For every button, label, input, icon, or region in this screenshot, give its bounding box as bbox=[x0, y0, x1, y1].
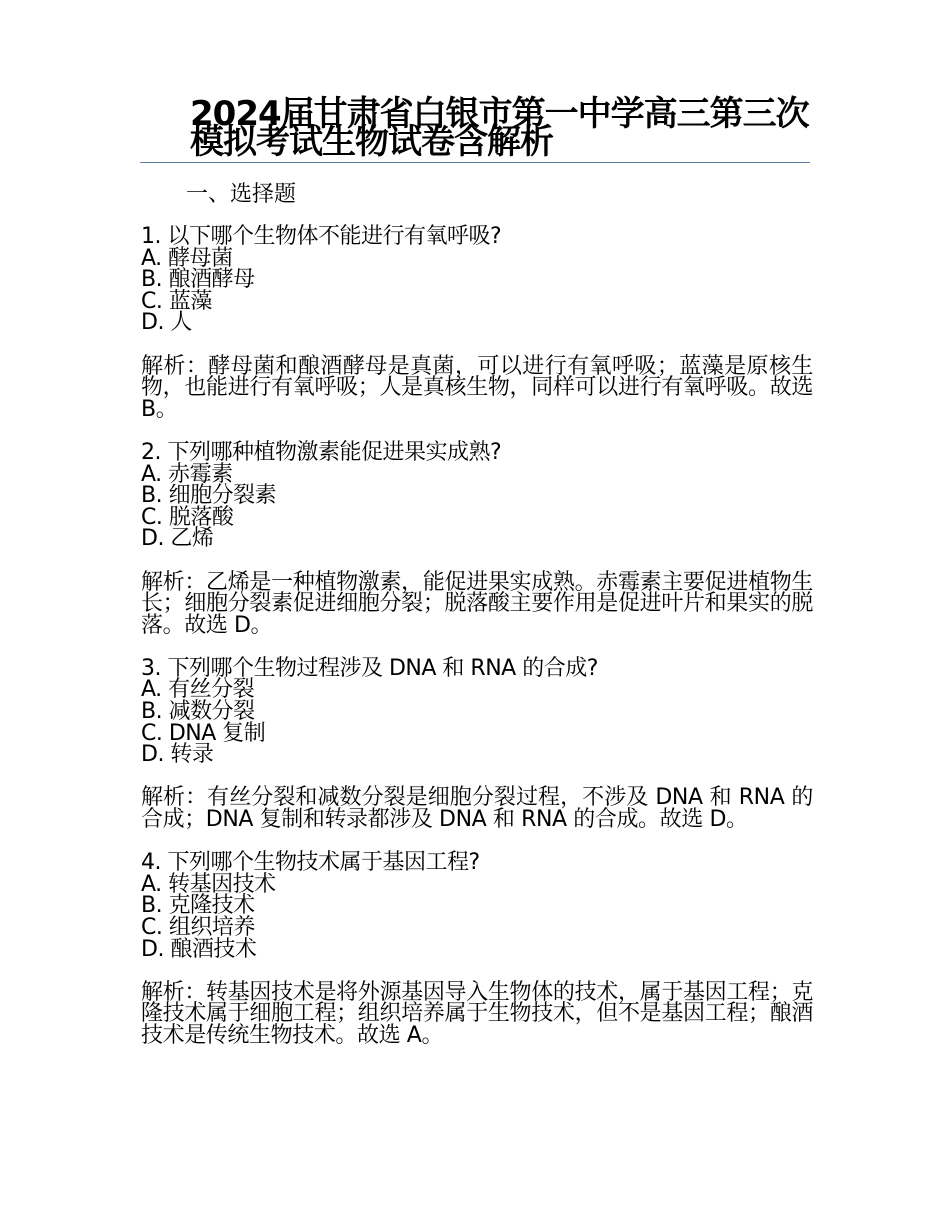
question-analysis: 解析：有丝分裂和减数分裂是细胞分裂过程，不涉及 DNA 和 RNA 的合成；DNA 复制和转录都涉及 DNA 和 RNA 的合成。故选 D。 bbox=[141, 785, 813, 833]
question-list bbox=[141, 226, 813, 1068]
question-4 bbox=[141, 852, 813, 1046]
option-a: A. 有丝分裂 bbox=[141, 677, 255, 703]
option-b: B. 酿酒酵母 bbox=[141, 267, 255, 293]
option-a: A. 转基因技术 bbox=[141, 871, 276, 897]
question-stem: 1. 以下哪个生物体不能进行有氧呼吸? bbox=[141, 224, 502, 249]
option-a: A. 赤霉素 bbox=[141, 461, 233, 487]
question-1 bbox=[141, 226, 813, 420]
question-3 bbox=[141, 655, 813, 833]
option-d: D. 乙烯 bbox=[141, 526, 214, 552]
question-stem: 2. 下列哪种植物激素能促进果实成熟? bbox=[141, 439, 502, 465]
question-analysis: 解析：转基因技术是将外源基因导入生物体的技术，属于基因工程；克隆技术属于细胞工程；组织培养属于生物技术，但不是基因工程；酿酒技术是传统生物技术。故选 A。 bbox=[141, 979, 813, 1048]
question-analysis: 解析：酵母菌和酿酒酵母是真菌，可以进行有氧呼吸；蓝藻是原核生物，也能进行有氧呼吸；人是真核生物，同样可以进行有氧呼吸。故选 B。 bbox=[141, 353, 813, 422]
option-c: C. 蓝藻 bbox=[141, 288, 212, 314]
title-divider bbox=[140, 162, 810, 163]
question-analysis: 解析：乙烯是一种植物激素，能促进果实成熟。赤霉素主要促进植物生长；细胞分裂素促进细胞分裂；脱落酸主要作用是促进叶片和果实的脱落。故选 D。 bbox=[141, 569, 813, 638]
option-d: D. 人 bbox=[141, 310, 192, 336]
question-stem: 4. 下列哪个生物技术属于基因工程? bbox=[141, 850, 480, 876]
option-b: B. 减数分裂 bbox=[141, 699, 255, 725]
question-2 bbox=[141, 439, 813, 638]
section-heading: 一、选择题 bbox=[186, 182, 297, 207]
option-c: C. DNA 复制 bbox=[141, 720, 266, 746]
option-c: C. 脱落酸 bbox=[141, 504, 234, 530]
option-d: D. 转录 bbox=[141, 742, 214, 768]
option-c: C. 组织培养 bbox=[141, 915, 255, 940]
option-d: D. 酿酒技术 bbox=[141, 936, 257, 962]
option-b: B. 克隆技术 bbox=[141, 893, 255, 919]
document-title: 2024届甘肃省白银市第一中学高三第三次模拟考试生物试卷含解析 bbox=[190, 94, 809, 162]
question-stem: 3. 下列哪个生物过程涉及 DNA 和 RNA 的合成? bbox=[141, 655, 598, 681]
option-b: B. 细胞分裂素 bbox=[141, 483, 277, 509]
option-a: A. 酵母菌 bbox=[141, 245, 233, 271]
